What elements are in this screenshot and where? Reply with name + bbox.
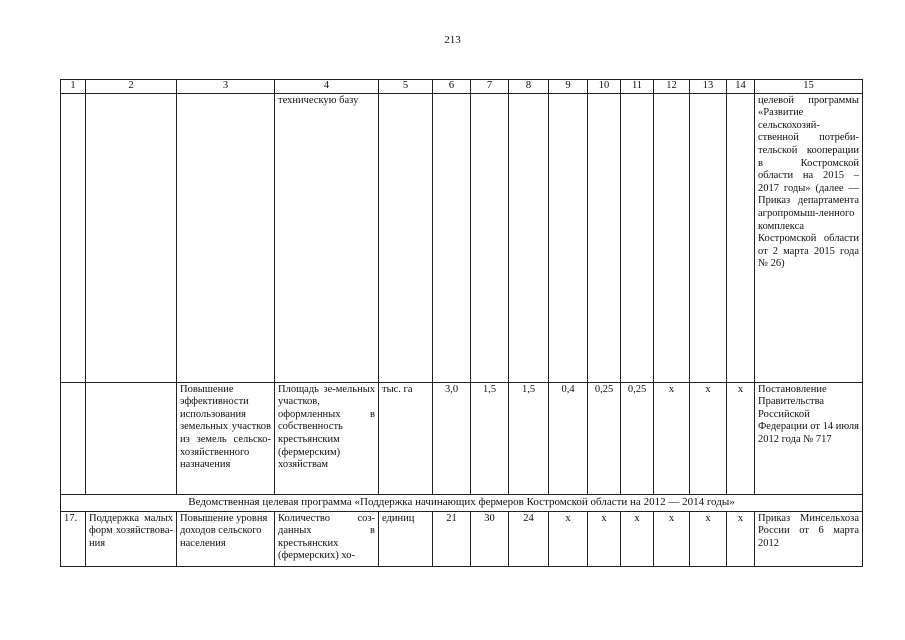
header-cell: 13 bbox=[690, 80, 727, 94]
cell-value: 3,0 bbox=[433, 382, 471, 494]
cell-goal: Повышение уровня доходов сельского населения bbox=[177, 511, 275, 566]
header-cell: 6 bbox=[433, 80, 471, 94]
header-cell: 7 bbox=[471, 80, 509, 94]
cell-value bbox=[588, 93, 621, 382]
cell-source: Приказ Минсельхоза России от 6 марта 2012 bbox=[755, 511, 863, 566]
header-row bbox=[61, 80, 863, 94]
cell-number: 17. bbox=[61, 511, 86, 566]
header-cell: 8 bbox=[509, 80, 549, 94]
cell-value: х bbox=[654, 382, 690, 494]
cell-event bbox=[86, 93, 177, 382]
header-cell: 12 bbox=[654, 80, 690, 94]
cell-value: 0,4 bbox=[549, 382, 588, 494]
cell-value bbox=[690, 93, 727, 382]
header-cell: 11 bbox=[621, 80, 654, 94]
cell-indicator: техническую базу bbox=[275, 93, 379, 382]
cell-value bbox=[471, 93, 509, 382]
header-cell: 10 bbox=[588, 80, 621, 94]
cell-value: 21 bbox=[433, 511, 471, 566]
cell-indicator: Площадь зе-мельных участков, оформленных в собственность крестьянским (фермерским) хозяйствам bbox=[275, 382, 379, 494]
cell-goal: Повышение эффективности использования земельных участков из земель сельско-хозяйственного назначения bbox=[177, 382, 275, 494]
section-row bbox=[61, 494, 863, 511]
cell-unit: тыс. га bbox=[379, 382, 433, 494]
cell-value bbox=[549, 93, 588, 382]
cell-value bbox=[509, 93, 549, 382]
cell-value: х bbox=[690, 382, 727, 494]
table-row bbox=[61, 382, 863, 494]
cell-value: 0,25 bbox=[588, 382, 621, 494]
header-cell: 3 bbox=[177, 80, 275, 94]
cell-value: х bbox=[690, 511, 727, 566]
cell-event bbox=[86, 382, 177, 494]
header-cell: 5 bbox=[379, 80, 433, 94]
cell-value: 24 bbox=[509, 511, 549, 566]
header-cell: 1 bbox=[61, 80, 86, 94]
cell-value: х bbox=[727, 382, 755, 494]
cell-value bbox=[727, 93, 755, 382]
cell-value: х bbox=[588, 511, 621, 566]
cell-indicator: Количество соз-данных в крестьянских (фермерских) хо- bbox=[275, 511, 379, 566]
indicators-table bbox=[60, 79, 863, 567]
header-cell: 4 bbox=[275, 80, 379, 94]
cell-value: 1,5 bbox=[471, 382, 509, 494]
cell-value: 0,25 bbox=[621, 382, 654, 494]
cell-value: х bbox=[621, 511, 654, 566]
table-row bbox=[61, 511, 863, 566]
cell-value: х bbox=[549, 511, 588, 566]
cell-goal bbox=[177, 93, 275, 382]
cell-value: х bbox=[727, 511, 755, 566]
cell-value bbox=[654, 93, 690, 382]
cell-unit bbox=[379, 93, 433, 382]
cell-value bbox=[621, 93, 654, 382]
section-title: Ведомственная целевая программа «Поддержка начинающих фермеров Костромской области на 2012 — 2014 годы» bbox=[61, 494, 863, 511]
header-cell: 9 bbox=[549, 80, 588, 94]
cell-unit: единиц bbox=[379, 511, 433, 566]
header-cell: 2 bbox=[86, 80, 177, 94]
header-cell: 15 bbox=[755, 80, 863, 94]
cell-source: Постановление Правительства Российской Федерации от 14 июля 2012 года № 717 bbox=[755, 382, 863, 494]
cell-source: целевой программы «Развитие сельскохозяй-ственной потреби-тельской кооперации в Костромской области на 2015 – 2017 годы» (далее — Приказ департамента агропромыш-ленного комплекса Костромской области от 2 марта 2015 года № 26) bbox=[755, 93, 863, 382]
cell-event: Поддержка малых форм хозяйствова-ния bbox=[86, 511, 177, 566]
cell-value bbox=[433, 93, 471, 382]
header-cell: 14 bbox=[727, 80, 755, 94]
table-row bbox=[61, 93, 863, 382]
cell-value: 30 bbox=[471, 511, 509, 566]
cell-value: 1,5 bbox=[509, 382, 549, 494]
cell-number bbox=[61, 93, 86, 382]
cell-value: х bbox=[654, 511, 690, 566]
cell-number bbox=[61, 382, 86, 494]
page-number: 213 bbox=[444, 34, 461, 46]
